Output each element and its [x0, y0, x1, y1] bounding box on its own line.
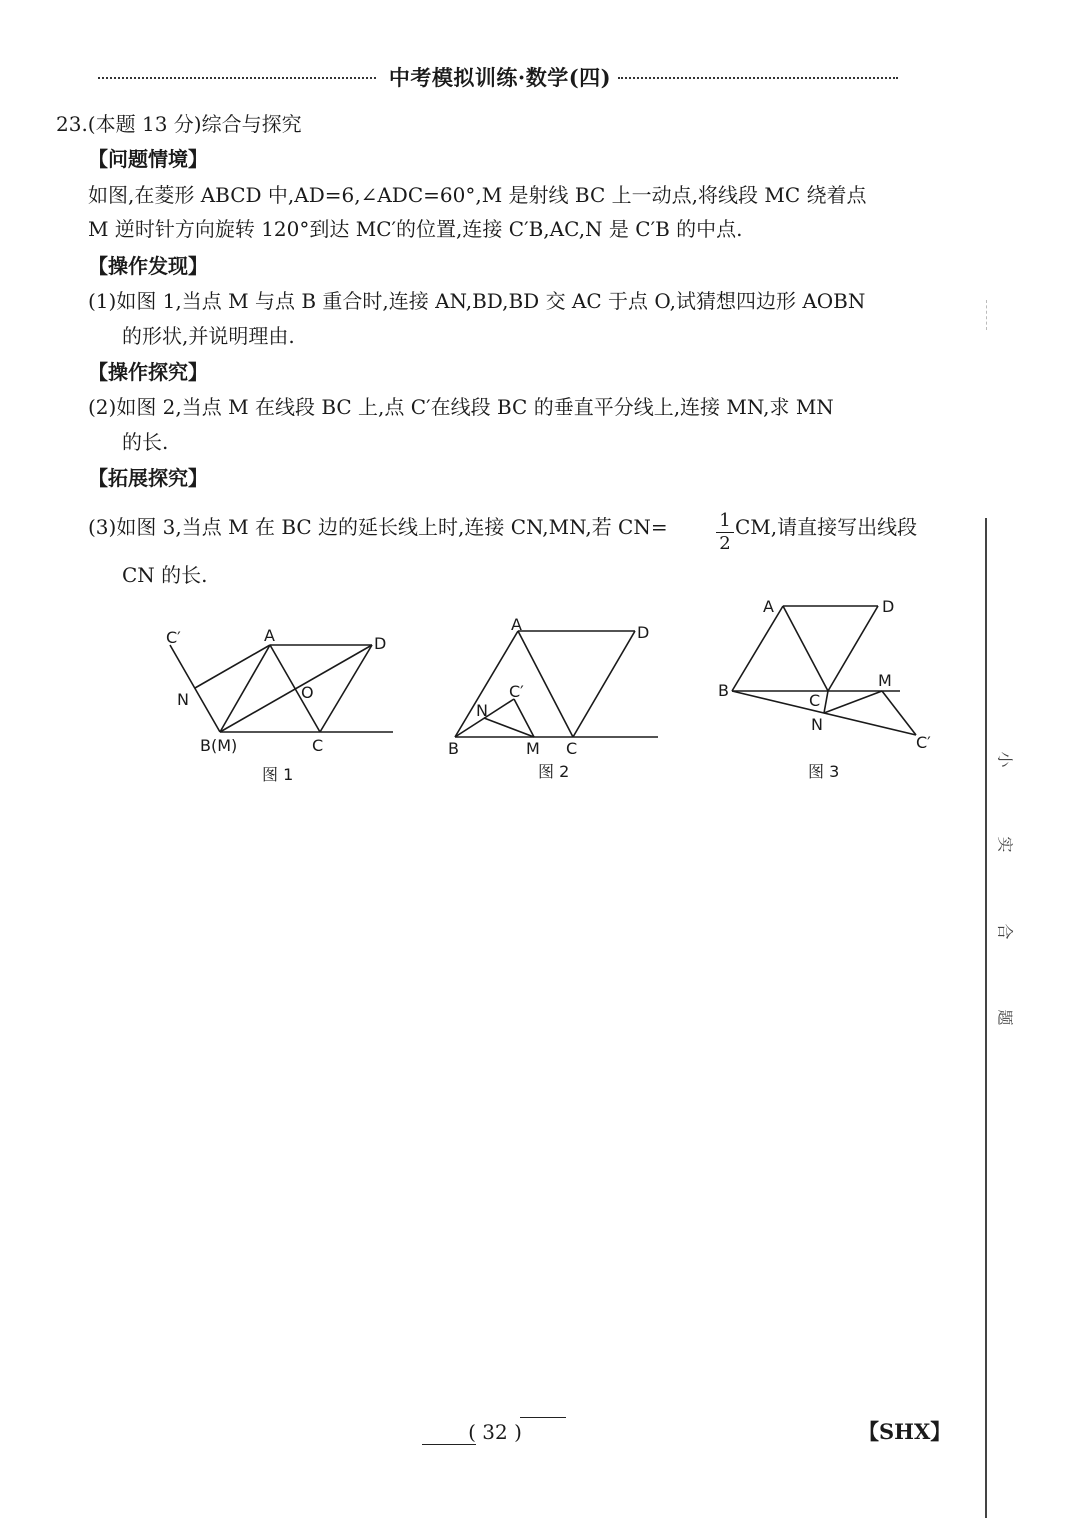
- situation-line-1: 如图,在菱形 ABCD 中,AD=6,∠ADC=60°,M 是射线 BC 上一动点,将线段 MC 绕着点: [88, 183, 867, 207]
- page-number-underline: [422, 1444, 476, 1445]
- fig2-label-c1: C′: [509, 682, 524, 701]
- header-title: 中考模拟训练·数学(四): [388, 65, 612, 90]
- margin-dotted-mark: [986, 300, 989, 330]
- fig2-label-a: A: [511, 615, 522, 634]
- situation-line-2: M 逆时针方向旋转 120°到达 MC′的位置,连接 C′B,AC,N 是 C′B 的中点.: [88, 217, 743, 241]
- part2-line-1: (2)如图 2,当点 M 在线段 BC 上,点 C′在线段 BC 的垂直平分线上,连接 MN,求 MN: [88, 395, 834, 419]
- fig3-side-ba: [732, 606, 783, 691]
- figure-3-caption: 图 3: [808, 762, 840, 781]
- figure-2-diagram: [440, 615, 670, 755]
- fig3-diagonal-ac: [783, 606, 828, 691]
- fig3-label-m: M: [878, 671, 892, 690]
- fig3-label-a: A: [763, 597, 774, 616]
- page-number-block: [420, 1414, 570, 1450]
- fig3-segment-nm: [824, 691, 882, 713]
- fig2-label-d: D: [637, 623, 650, 642]
- figure-1-caption: 图 1: [262, 765, 294, 784]
- fig1-side-dc: [320, 645, 372, 732]
- section-explore: 【操作探究】: [88, 360, 208, 384]
- fig1-segment-bc1: [170, 645, 220, 732]
- fig3-label-b: B: [718, 681, 729, 700]
- fig2-label-b: B: [448, 739, 459, 758]
- page-number: ( 32 ): [468, 1420, 522, 1444]
- fig1-label-o: O: [301, 683, 314, 702]
- section-situation: 【问题情境】: [88, 147, 208, 171]
- fig1-segment-na: [195, 645, 270, 688]
- fig1-label-c1: C′: [166, 628, 181, 647]
- fig2-label-c: C: [566, 739, 578, 758]
- fig1-label-bm: B(M): [200, 736, 238, 755]
- fig1-label-c: C: [312, 736, 324, 755]
- fig1-label-a: A: [264, 626, 275, 645]
- fig2-side-dc: [573, 631, 635, 737]
- part1-line-2: 的形状,并说明理由.: [122, 324, 295, 348]
- fraction-numerator: 1: [719, 510, 731, 531]
- margin-char-4: 题: [995, 1009, 1015, 1026]
- fig1-label-d: D: [374, 634, 387, 653]
- page-number-value: 32: [482, 1420, 508, 1444]
- fraction-one-half: [715, 510, 735, 555]
- figure-3-diagram: [710, 595, 940, 755]
- header-dotted-line-left: [98, 77, 376, 79]
- fig3-segment-cn: [824, 691, 828, 713]
- fig2-label-m: M: [526, 739, 540, 758]
- fig1-diagonal-bd: [220, 645, 372, 732]
- figure-2-caption: 图 2: [538, 762, 570, 781]
- page-number-overline: [520, 1417, 566, 1418]
- header-dotted-line-right: [618, 77, 898, 79]
- section-discover: 【操作发现】: [88, 254, 208, 278]
- margin-char-3: 合: [995, 923, 1015, 940]
- margin-char-2: 实: [995, 836, 1015, 853]
- publisher-badge: 【SHX】: [858, 1419, 952, 1444]
- figure-3: [710, 595, 940, 781]
- binding-line: [985, 518, 987, 1518]
- part2-line-2: 的长.: [122, 430, 169, 454]
- question-number: 23.(本题 13 分)综合与探究: [56, 112, 302, 136]
- fig3-label-n: N: [811, 715, 823, 734]
- figure-2: [440, 615, 670, 781]
- fig2-label-n: N: [476, 701, 488, 720]
- margin-char-1: 小: [995, 751, 1015, 768]
- part3-line-2: CN 的长.: [122, 563, 208, 587]
- fig3-side-dc: [828, 606, 878, 691]
- fig3-label-d: D: [882, 597, 895, 616]
- section-extend: 【拓展探究】: [88, 466, 208, 490]
- fig1-side-ba: [220, 645, 270, 732]
- page-header: [98, 62, 898, 92]
- fig2-segment-nm: [484, 718, 534, 737]
- fraction-denominator: 2: [719, 533, 731, 554]
- fig3-label-c: C: [809, 691, 821, 710]
- part3-line-1-before: (3)如图 3,当点 M 在 BC 边的延长线上时,连接 CN,MN,若 CN=: [88, 515, 668, 539]
- fig3-label-c1: C′: [916, 733, 931, 752]
- fig1-label-n: N: [177, 690, 189, 709]
- part3-line-1-after: CM,请直接写出线段: [735, 515, 918, 539]
- part1-line-1: (1)如图 1,当点 M 与点 B 重合时,连接 AN,BD,BD 交 AC 于点 O,试猜想四边形 AOBN: [88, 289, 866, 313]
- figure-1: [150, 620, 400, 784]
